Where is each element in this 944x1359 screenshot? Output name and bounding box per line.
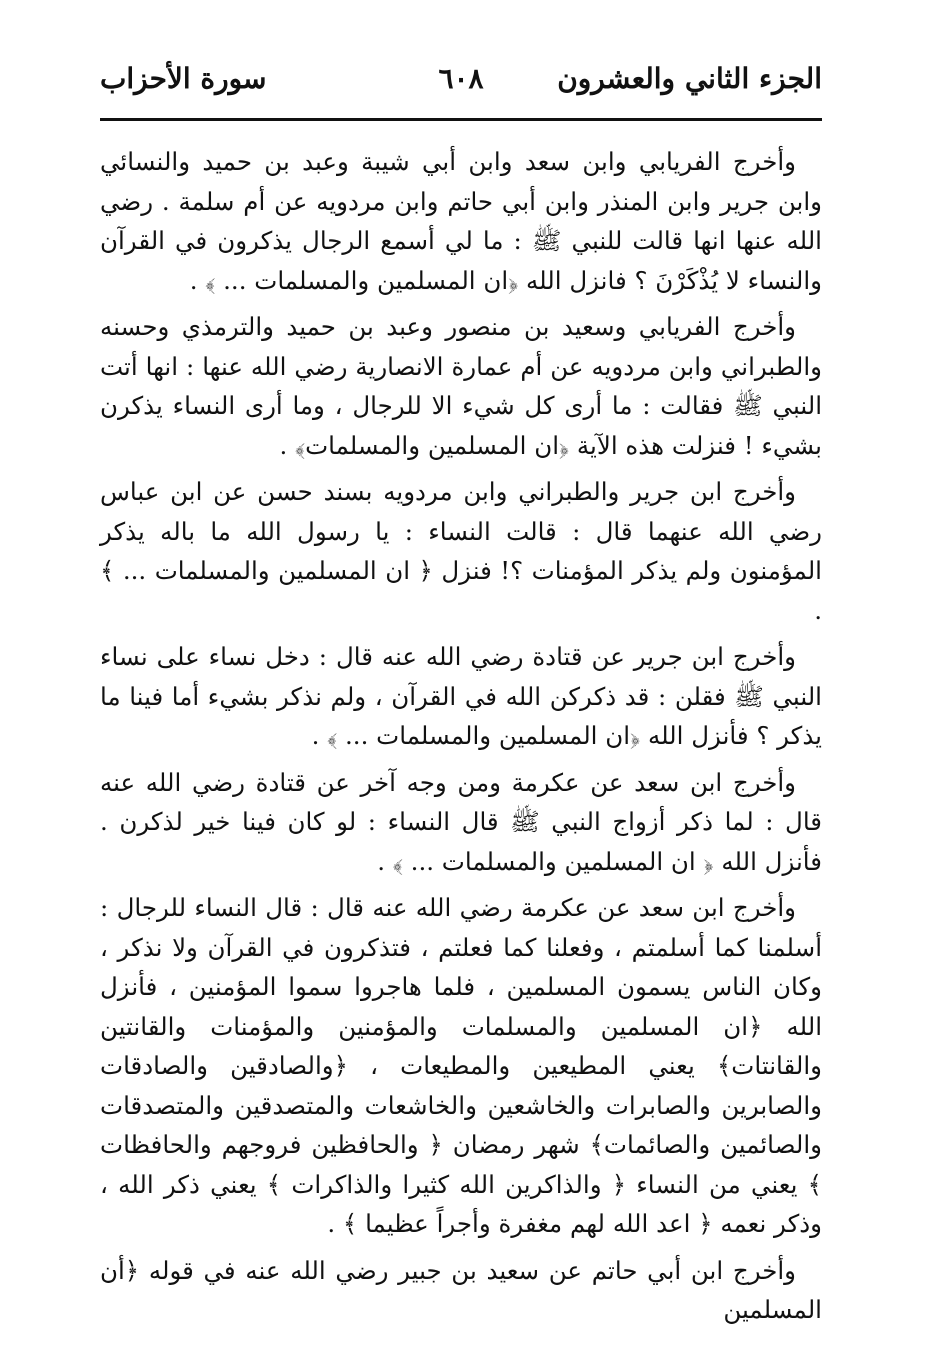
paragraph-5: وأخرج ابن سعد عن عكرمة ومن وجه آخر عن قتادة رضي الله عنه قال : لما ذكر أزواج النبي ﷺ قال النساء : لو كان فينا خير لذكرن . فأنزل الله ﴿ ان المسلمين والمسلمات ... ﴾ . <box>100 767 822 876</box>
body-text <box>100 142 822 1337</box>
part-title: الجزء الثاني والعشرون <box>557 62 822 95</box>
page-number: ٦٠٨ <box>438 62 484 95</box>
surah-title: سورة الأحزاب <box>100 62 267 95</box>
header-rule <box>100 118 822 121</box>
paragraph-6: وأخرج ابن سعد عن عكرمة رضي الله عنه قال : قال النساء للرجال : أسلمنا كما أسلمتم ، وفعلنا كما فعلتم ، فتذكرون في القرآن ولا نذكر ، وكان الناس يسمون المسلمين ، فلما هاجروا سموا المؤمنين ، فأنزل الله ﴿ان المسلمين والمسلمات والمؤمنين والمؤمنات والقانتين والقانتات﴾ يعني المطيعين والمطيعات ، ﴿والصادقين والصادقات والصابرين والصابرات والخاشعين والخاشعات والمتصدقين والمتصدقات والصائمين والصائمات﴾ شهر رمضان ﴿ والحافظين فروجهم والحافظات ﴾ يعني من النساء ﴿ والذاكرين الله كثيرا والذاكرات ﴾ يعني ذكر الله ، وذكر نعمه ﴿ اعد الله لهم مغفرة وأجراً عظيما ﴾ . <box>100 893 822 1238</box>
paragraph-3: وأخرج ابن جرير والطبراني وابن مردويه بسند حسن عن ابن عباس رضي الله عنهما قال : قالت النساء : يا رسول الله ما باله يذكر المؤمنون ولم يذكر المؤمنات ؟! فنزل ﴿ ان المسلمين والمسلمات ... ﴾ . <box>100 477 822 625</box>
paragraph-4: وأخرج ابن جرير عن قتادة رضي الله عنه قال : دخل نساء على نساء النبي ﷺ فقلن : قد ذكركن الله في القرآن ، ولم نذكر بشيء أما فينا ما يذكر ؟ فأنزل الله ﴿ان المسلمين والمسلمات ... ﴾ . <box>100 642 822 750</box>
paragraph-2: وأخرج الفريابي وسعيد بن منصور وعبد بن حميد والترمذي وحسنه والطبراني وابن مردويه عن أم عمارة الانصارية رضي الله عنها : انها أتت النبي ﷺ فقالت : ما أرى كل شيء الا للرجال ، وما أرى النساء يذكرن بشيء ! فنزلت هذه الآية ﴿ان المسلمين والمسلمات﴾ . <box>100 312 822 460</box>
paragraph-1: وأخرج الفريابي وابن سعد وابن أبي شيبة وعبد بن حميد والنسائي وابن جرير وابن المنذر وابن أبي حاتم وابن مردويه عن أم سلمة . رضي الله عنها انها قالت للنبي ﷺ : ما لي أسمع الرجال يذكرون في القرآن والنساء لا يُذْكَرْنَ ؟ فانزل الله ﴿ان المسلمين والمسلمات ... ﴾ . <box>100 147 822 295</box>
running-head <box>100 52 822 112</box>
paragraph-7: وأخرج ابن أبي حاتم عن سعيد بن جبير رضي الله عنه في قوله ﴿أن المسلمين <box>100 1255 822 1324</box>
book-page <box>100 52 822 1324</box>
